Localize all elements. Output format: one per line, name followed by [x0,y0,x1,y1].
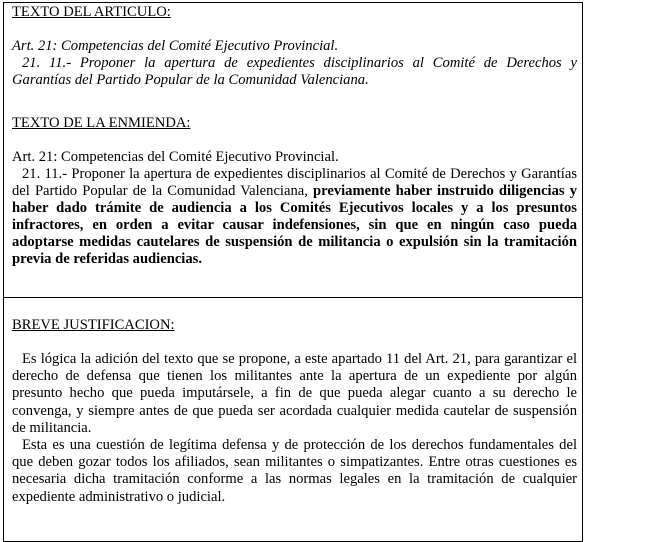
justificacion-section [12,317,577,506]
articulo-section [12,4,577,89]
justificacion-heading: BREVE JUSTIFICACION: [12,317,175,333]
enmienda-body [12,166,577,268]
articulo-heading: TEXTO DEL ARTICULO: [12,4,171,20]
section-divider [3,297,583,298]
enmienda-title: Art. 21: Competencias del Comité Ejecutivo Provincial. [12,149,339,165]
articulo-body: 21. 11.- Proponer la apertura de expedientes disciplinarios al Comité de Derechos y Garantías del Partido Popular de la Comunidad Valenciana. [12,55,577,88]
articulo-title: Art. 21: Competencias del Comité Ejecutivo Provincial. [12,38,339,54]
enmienda-section [12,115,577,268]
enmienda-body-plain: 21. 11.- Proponer la apertura de expedientes disciplinarios al Comité de Derechos y Garantías del Partido Popular de la Comunidad Valenciana, [12,166,577,199]
enmienda-body-bold: previamente haber instruido diligencias y haber dado trámite de audiencia a los Comités Ejecutivos locales y a los presuntos infractores, en orden a evitar causar indefensiones, sin que en ningún caso pueda adoptarse medidas cautelares de suspensión de militancia o expulsión sin la tramitación previa de referidas audiencias. [12,183,577,267]
justificacion-paragraph-1: Es lógica la adición del texto que se propone, a este apartado 11 del Art. 21, para garantizar el derecho de defensa que tienen los militantes ante la apertura de un expediente por algún presunto hecho que pueda imputársele, a fin de que pueda alegar cuanto a su derecho le convenga, y siempre antes de que pueda ser acordada cualquier medida cautelar de suspensión de militancia. [12,351,577,436]
enmienda-heading: TEXTO DE LA ENMIENDA: [12,115,191,131]
justificacion-paragraph-2: Esta es una cuestión de legítima defensa y de protección de los derechos fundamentales del que deben gozar todos los afiliados, sean militantes o simpatizantes. Entre otras cuestiones es necesaria dicha tramitación conforme a las normas legales en la tramitación de cualquier expediente administrativo o judicial. [12,437,577,505]
